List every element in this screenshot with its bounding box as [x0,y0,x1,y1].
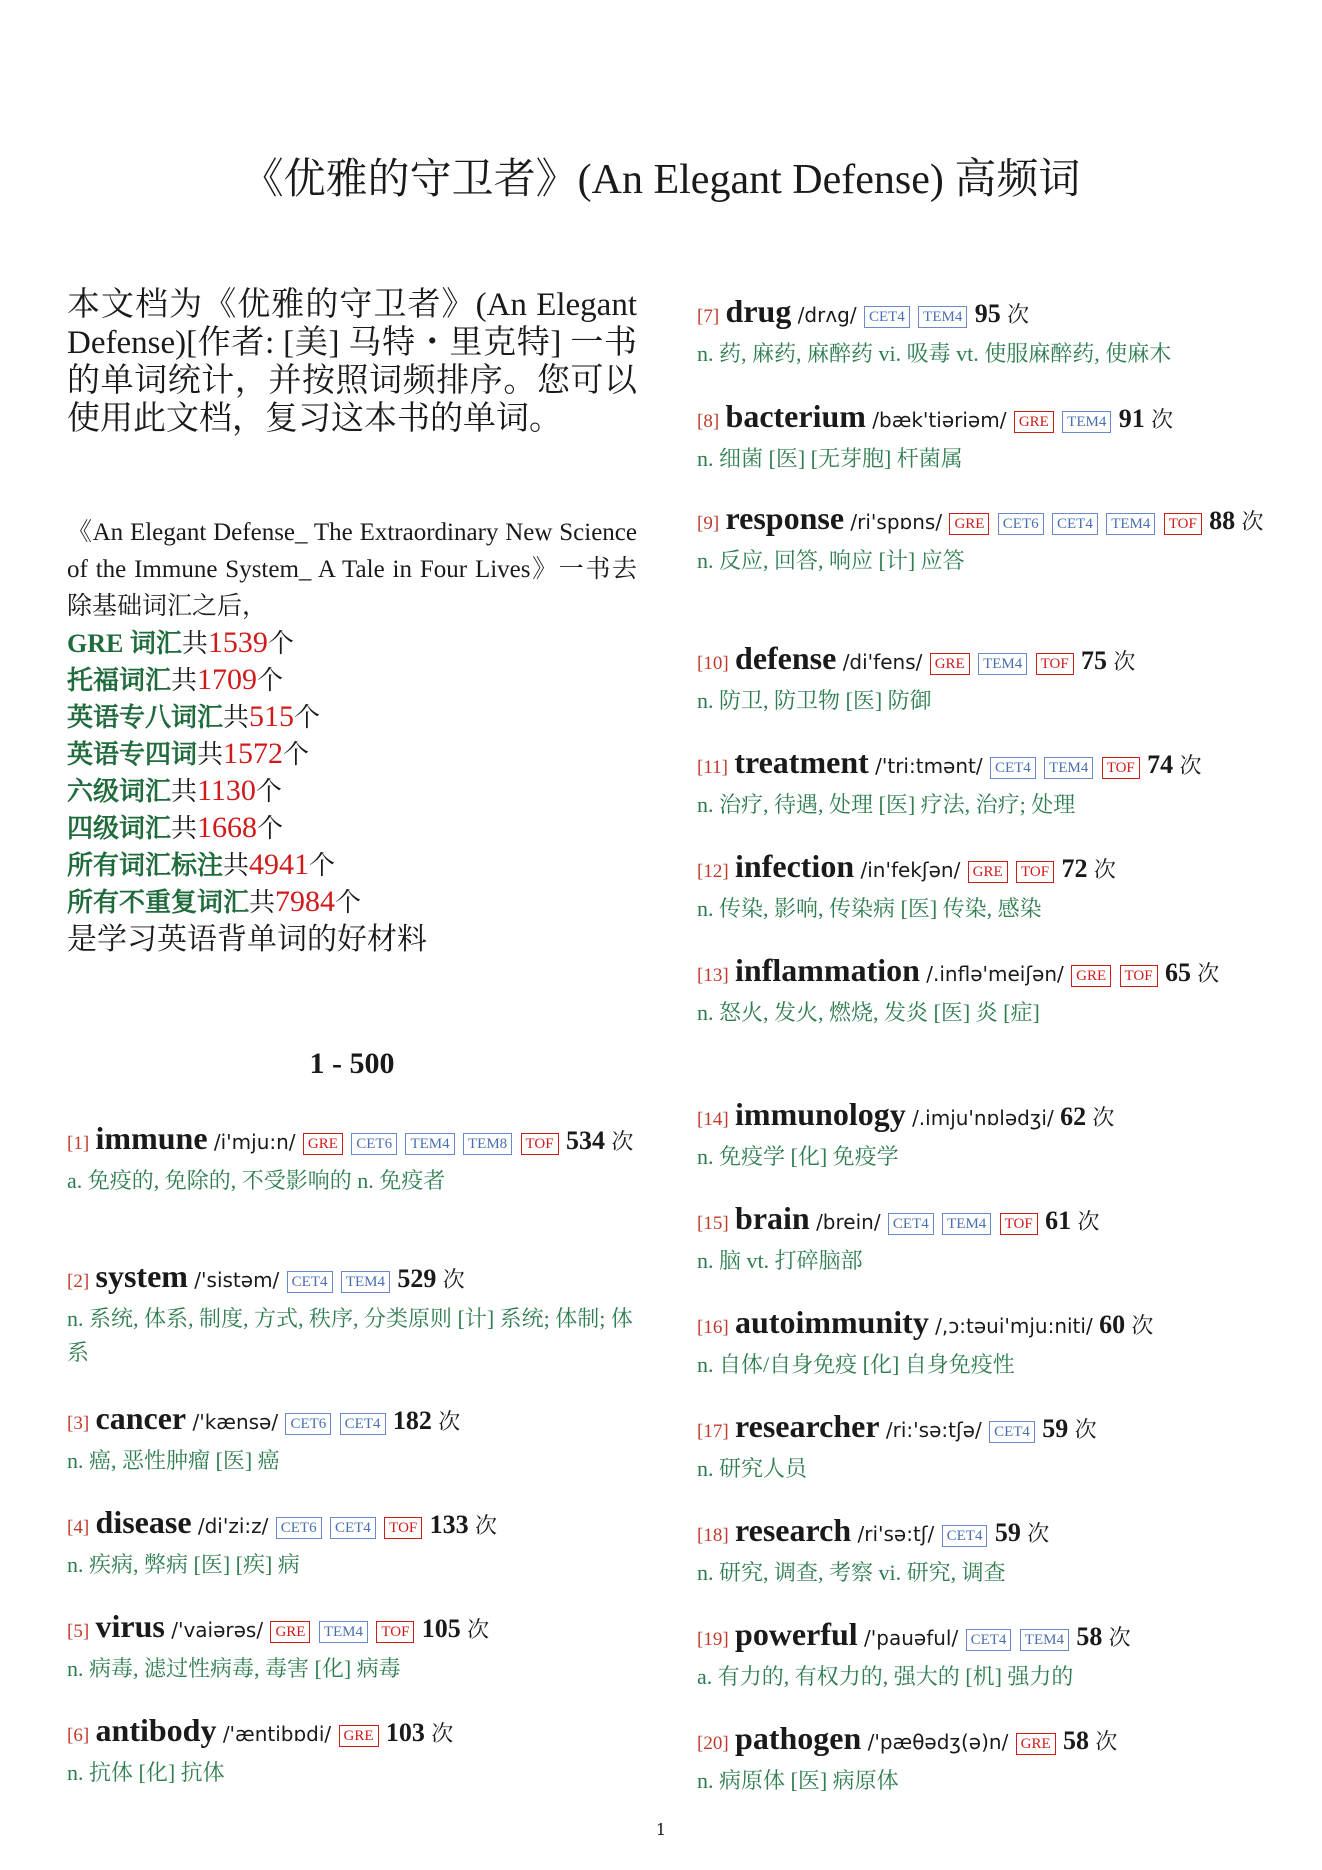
word-entry [697,1408,1277,1486]
word-entry [697,1512,1277,1590]
stat-row [67,698,637,735]
entry-phonetic: /ri:'sə:tʃə/ [885,1418,982,1442]
stat-number: 7984 [275,885,336,918]
level-tag: CET4 [287,1271,333,1293]
entry-definition: n. 病原体 [医] 病原体 [697,1768,899,1793]
count-suffix: 次 [1092,1106,1115,1131]
level-tag: TOF [1102,757,1140,779]
entry-index: [9] [697,513,720,534]
entry-index: [18] [697,1525,729,1546]
entry-header [697,1720,1277,1762]
count-suffix: 次 [467,1618,490,1643]
word-entry [67,1258,637,1370]
entry-count: 62 [1060,1102,1087,1131]
level-tag: CET4 [1052,513,1098,535]
level-tag: CET6 [998,513,1044,535]
stat-mid: 共 [249,888,276,917]
entry-index: [19] [697,1629,729,1650]
stat-label: 六级词汇 [67,777,172,806]
level-tag: CET6 [285,1413,331,1435]
entry-count: 105 [421,1614,461,1643]
level-tag: TEM4 [341,1271,390,1293]
stat-unit: 个 [257,814,284,843]
entry-word: researcher [735,1408,880,1444]
word-entry [697,293,1277,371]
entry-header [67,1712,637,1754]
entry-count: 182 [392,1406,432,1435]
level-tag: CET6 [276,1517,322,1539]
level-tag: TOF [1164,513,1202,535]
word-entry [697,1616,1277,1694]
word-entry [697,1200,1277,1278]
level-tag: CET4 [989,1421,1035,1443]
stat-unit: 个 [294,703,321,732]
level-tag: TOF [376,1621,414,1643]
count-suffix: 次 [1093,858,1116,883]
subintro-text: 《An Elegant Defense_ The Extraordinary New Science of the Immune System_ A Tale in Four Lives》一书去除基础词汇之后， [67,519,637,620]
entry-count: 58 [1076,1622,1103,1651]
stat-number: 1709 [197,663,258,696]
entry-index: [14] [697,1109,729,1130]
entry-word: defense [735,640,837,676]
entry-index: [12] [697,861,729,882]
entry-index: [4] [67,1517,90,1538]
count-suffix: 次 [1027,1522,1050,1547]
entry-phonetic: /drʌg/ [797,303,857,327]
count-suffix: 次 [442,1268,465,1293]
word-entry [697,952,1277,1030]
level-tag: CET4 [966,1629,1012,1651]
level-tag: TEM8 [463,1133,512,1155]
range-heading: 1 - 500 [309,1047,395,1080]
entry-phonetic: /.imju'nɒlədʒi/ [912,1106,1054,1130]
entry-phonetic: /.inflə'meiʃən/ [926,962,1064,986]
stat-label: 所有不重复词汇 [67,888,250,917]
stat-row [67,735,637,772]
level-tag: TOF [1036,653,1074,675]
entry-definition: n. 反应, 回答, 响应 [计] 应答 [697,548,965,573]
entry-word: powerful [735,1616,858,1652]
entry-index: [6] [67,1725,90,1746]
word-entry [67,1712,637,1790]
level-tag: TOF [384,1517,422,1539]
level-tag: TOF [521,1133,559,1155]
level-tag: TEM4 [1062,411,1111,433]
stat-unit: 个 [335,888,362,917]
entry-word: drug [725,293,792,329]
entry-count: 75 [1081,646,1108,675]
entry-index: [8] [697,411,720,432]
entry-phonetic: /'pauəful/ [864,1626,959,1650]
word-entry [697,1304,1277,1382]
entry-index: [10] [697,653,729,674]
word-entry [67,1400,637,1478]
stat-number: 515 [249,700,295,733]
level-tag: GRE [1014,411,1054,433]
entry-phonetic: /ri'spɒns/ [850,510,943,534]
entry-index: [13] [697,965,729,986]
stat-unit: 个 [267,629,294,658]
stat-label: GRE 词汇 [67,629,182,658]
entry-word: infection [735,848,855,884]
stat-row [67,772,637,809]
entry-word: brain [735,1200,810,1236]
word-entry [697,640,1277,718]
entry-header [67,1504,637,1546]
level-tag: TOF [1120,965,1158,987]
entry-phonetic: /i'mju:n/ [213,1130,296,1154]
entry-word: antibody [95,1712,217,1748]
level-tag: TEM4 [918,306,967,328]
entry-phonetic: /di'fens/ [842,650,923,674]
count-suffix: 次 [438,1410,461,1435]
word-entry [697,848,1277,926]
word-entry [697,744,1277,822]
entry-count: 529 [397,1264,437,1293]
entry-definition: n. 研究人员 [697,1456,808,1481]
entry-header [697,640,1277,682]
word-entry [697,1720,1277,1798]
level-tag: CET4 [330,1517,376,1539]
stats-list [67,624,637,960]
word-entry [697,500,1277,578]
level-tag: CET4 [990,757,1036,779]
entry-header [697,500,1277,542]
entry-index: [11] [697,757,728,778]
entry-word: inflammation [735,952,920,988]
entry-definition: n. 系统, 体系, 制度, 方式, 秩序, 分类原则 [计] 系统; 体制; 体系 [67,1306,633,1365]
stat-number: 1668 [197,811,258,844]
entry-definition: n. 免疫学 [化] 免疫学 [697,1144,899,1169]
entry-phonetic: /'æntibɒdi/ [222,1722,332,1746]
stat-mid: 共 [171,777,198,806]
entry-header [697,1616,1277,1658]
entry-index: [16] [697,1317,729,1338]
entry-phonetic: /'sistəm/ [194,1268,280,1292]
entry-definition: n. 脑 vt. 打碎脑部 [697,1248,863,1273]
entry-word: immune [95,1120,208,1156]
level-tag: TOF [1000,1213,1038,1235]
stat-mid: 共 [171,814,198,843]
entry-count: 60 [1099,1310,1126,1339]
entry-index: [5] [67,1621,90,1642]
entry-header [697,398,1277,440]
entry-count: 534 [565,1126,605,1155]
entry-count: 91 [1118,404,1145,433]
count-suffix: 次 [1113,650,1136,675]
entry-header [67,1608,637,1650]
entry-count: 133 [429,1510,469,1539]
level-tag: GRE [1016,1733,1056,1755]
entry-definition: n. 癌, 恶性肿瘤 [医] 癌 [67,1448,280,1473]
entry-header [67,1400,637,1442]
entry-count: 72 [1061,854,1088,883]
level-tag: CET4 [864,306,910,328]
count-suffix: 次 [1179,754,1202,779]
stat-unit: 个 [255,777,282,806]
entry-word: research [735,1512,852,1548]
stat-number: 1572 [223,737,284,770]
level-tag: GRE [949,513,989,535]
word-entry [67,1120,637,1198]
stat-mid: 共 [197,740,224,769]
count-suffix: 次 [1108,1626,1131,1651]
entry-word: autoimmunity [735,1304,929,1340]
entry-count: 65 [1164,958,1191,987]
level-tag: GRE [270,1621,310,1643]
entry-header [697,744,1277,786]
entry-header [697,293,1277,335]
page-title: 《优雅的守卫者》(An Elegant Defense) 高频词 [241,157,1081,203]
entry-word: virus [95,1608,165,1644]
entry-header [697,848,1277,890]
level-tag: GRE [303,1133,343,1155]
entry-header [697,1304,1277,1346]
entry-definition: n. 研究, 调查, 考察 vi. 研究, 调查 [697,1560,1006,1585]
entry-header [697,1408,1277,1450]
stat-row [67,809,637,846]
entry-definition: n. 怒火, 发火, 燃烧, 发炎 [医] 炎 [症] [697,1000,1040,1025]
entry-word: bacterium [725,398,866,434]
entry-definition: n. 病毒, 滤过性病毒, 毒害 [化] 病毒 [67,1656,401,1681]
stat-mid: 共 [223,851,250,880]
intro-text: 本文档为《优雅的守卫者》(An Elegant Defense)[作者: [美] 马特・里克特] 一书的单词统计，并按照词频排序。您可以使用此文档，复习这本书的单词。 [67,287,637,437]
stat-label: 英语专八词汇 [67,703,224,732]
entry-count: 59 [994,1518,1021,1547]
entry-definition: n. 治疗, 待遇, 处理 [医] 疗法, 治疗; 处理 [697,792,1076,817]
entry-index: [20] [697,1733,729,1754]
entry-index: [7] [697,306,720,327]
entry-phonetic: /in'fekʃən/ [860,858,961,882]
count-suffix: 次 [1131,1314,1154,1339]
level-tag: CET4 [340,1413,386,1435]
stat-number: 4941 [249,848,310,881]
level-tag: GRE [339,1725,379,1747]
stat-row [67,624,637,661]
entry-definition: n. 细菌 [医] [无芽胞] 杆菌属 [697,446,963,471]
stat-row [67,661,637,698]
stat-number: 1130 [197,774,256,807]
count-suffix: 次 [1151,408,1174,433]
stat-mid: 共 [171,666,198,695]
word-entry [67,1608,637,1686]
entry-phonetic: /,ɔ:təui'mju:niti/ [935,1314,1093,1338]
stat-mid: 共 [223,703,250,732]
entry-word: immunology [735,1096,906,1132]
entry-phonetic: /'kænsə/ [192,1410,279,1434]
entry-word: response [725,500,845,536]
entry-phonetic: /di'zi:z/ [197,1514,269,1538]
level-tag: GRE [1071,965,1111,987]
level-tag: TEM4 [405,1133,454,1155]
count-suffix: 次 [474,1514,497,1539]
entry-definition: n. 药, 麻药, 麻醉药 vi. 吸毒 vt. 使服麻醉药, 使麻木 [697,341,1172,366]
entry-phonetic: /'tri:tmənt/ [875,754,983,778]
entry-header [697,1200,1277,1242]
count-suffix: 次 [1197,962,1220,987]
level-tag: TEM4 [942,1213,991,1235]
count-suffix: 次 [611,1130,634,1155]
entry-word: pathogen [735,1720,862,1756]
entry-word: disease [95,1504,192,1540]
page-number: 1 [655,1820,667,1839]
level-tag: TEM4 [978,653,1027,675]
count-suffix: 次 [1007,303,1030,328]
level-tag: TOF [1016,861,1054,883]
count-suffix: 次 [1241,510,1264,535]
entry-count: 59 [1042,1414,1069,1443]
level-tag: CET4 [942,1525,988,1547]
entry-definition: a. 免疫的, 免除的, 不受影响的 n. 免疫者 [67,1168,446,1193]
entry-definition: n. 疾病, 弊病 [医] [疾] 病 [67,1552,300,1577]
stat-number: 1539 [207,626,268,659]
entry-definition: n. 传染, 影响, 传染病 [医] 传染, 感染 [697,896,1042,921]
stat-row [67,846,637,883]
entry-index: [15] [697,1213,729,1234]
entry-header [697,952,1277,994]
entry-count: 58 [1063,1726,1090,1755]
entry-phonetic: /brein/ [816,1210,881,1234]
entry-index: [1] [67,1133,90,1154]
word-entry [697,398,1277,476]
entry-word: treatment [734,744,869,780]
level-tag: TEM4 [319,1621,368,1643]
level-tag: CET4 [888,1213,934,1235]
count-suffix: 次 [431,1722,454,1747]
entry-count: 95 [974,299,1001,328]
level-tag: TEM4 [1044,757,1093,779]
stat-label: 英语专四词 [67,740,198,769]
word-entry [67,1504,637,1582]
entry-header [697,1512,1277,1554]
closing-text: 是学习英语背单词的好材料 [67,923,427,956]
entry-index: [2] [67,1271,90,1292]
entry-count: 61 [1045,1206,1072,1235]
entry-phonetic: /'pæθədʒ(ə)n/ [867,1730,1009,1754]
level-tag: TEM4 [1020,1629,1069,1651]
entry-index: [3] [67,1413,90,1434]
entry-phonetic: /bæk'tiəriəm/ [872,408,1007,432]
level-tag: CET6 [351,1133,397,1155]
entry-phonetic: /ri'sə:tʃ/ [857,1522,935,1546]
stat-label: 托福词汇 [67,666,172,695]
entry-word: cancer [95,1400,187,1436]
entry-definition: n. 防卫, 防卫物 [医] 防御 [697,688,932,713]
stat-row [67,883,637,920]
entry-header [67,1120,637,1162]
entry-count: 103 [385,1718,425,1747]
stat-unit: 个 [257,666,284,695]
entry-count: 88 [1209,506,1236,535]
entry-header [67,1258,637,1300]
level-tag: TEM4 [1106,513,1155,535]
count-suffix: 次 [1077,1210,1100,1235]
word-entry [697,1096,1277,1174]
entry-word: system [95,1258,188,1294]
level-tag: GRE [968,861,1008,883]
entry-definition: n. 自体/自身免疫 [化] 自身免疫性 [697,1352,1015,1377]
entry-phonetic: /'vaiərəs/ [171,1618,264,1642]
stat-label: 四级词汇 [67,814,172,843]
stat-unit: 个 [283,740,310,769]
entry-count: 74 [1147,750,1174,779]
count-suffix: 次 [1074,1418,1097,1443]
entry-definition: a. 有力的, 有权力的, 强大的 [机] 强力的 [697,1664,1074,1689]
level-tag: GRE [930,653,970,675]
stat-label: 所有词汇标注 [67,851,224,880]
entry-definition: n. 抗体 [化] 抗体 [67,1760,225,1785]
entry-index: [17] [697,1421,729,1442]
entry-header [697,1096,1277,1138]
count-suffix: 次 [1095,1730,1118,1755]
stat-unit: 个 [309,851,336,880]
stat-mid: 共 [181,629,208,658]
